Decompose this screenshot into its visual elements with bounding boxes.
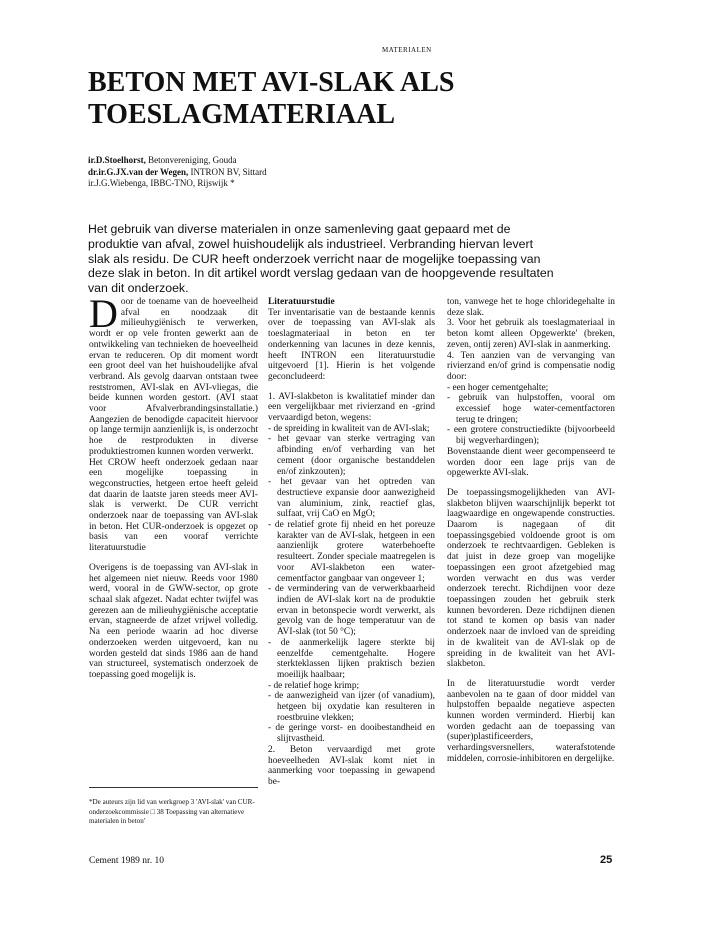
body-paragraph: In de literatuurstudie wordt verder aanbevolen na te gaan of door middel van hulpstoffen bepaalde negatieve aspecten kunnen worden verminderd. Hierbij kan worden gedacht aan de toepassing van (super)plastificeerders, verhardingsversnellers, waterafstotende middelen, corrosie-inhibitoren en dergelijke. [447, 678, 615, 764]
author-line [88, 178, 267, 190]
body-paragraph: Het CROW heeft onderzoek gedaan naar een mogelijke toepassing in wegconstructies, hetgeen ertoe heeft geleid dat daarin de laatste jaren steeds meer AVI-slak is verwerkt. De CUR verricht onderzoek naar de toepassing van AVI-slak in beton. Het CUR-onderzoek is opgezet op basis van een vooraf verrichte literatuurstudie [89, 457, 258, 554]
dash-item: - de vermindering van de verwerkbaarheid indien de AVI-slak kort na de produktie ervan in betonspecie wordt verwerkt, als gevolg van de hoge temperatuur van de AVI-slak (tot 50 °C); [268, 584, 435, 638]
numbered-point: 3. Voor het gebruik als toeslagmateriaal in beton komt alleen Opgewerkte' (breken, zeven, ontij zeren) AVI-slak in aanmerking. [447, 318, 615, 350]
numbered-point: 4. Ten aanzien van de vervanging van rivierzand en/of grind is compensatie nodig door: [447, 350, 615, 382]
intro-paragraph [89, 291, 258, 458]
dash-item: - de spreiding in kwaliteit van de AVI-slak; [268, 423, 430, 434]
dash-item: - een hoger cementgehalte; [447, 382, 549, 393]
dash-item: - de aanmerkelijk lagere sterkte bij eenzelfde cementgehalte. Hogere sterkteklassen lijken praktisch bezien moeilijk haalbaar; [268, 637, 435, 680]
dash-item: - de aanwezigheid van ijzer (of vanadium), hetgeen bij oxydatie kan resulteren in roestbruine vlekken; [268, 691, 435, 723]
author-name: dr.ir.G.JX.van der Wegen, [88, 166, 189, 177]
drop-cap: D [89, 291, 118, 336]
journal-issue: Cement 1989 nr. 10 [89, 856, 164, 866]
author-line [88, 155, 267, 167]
section-label: MATERIALEN [382, 46, 432, 54]
body-paragraph: Ter inventarisatie van de bestaande kennis over de toepassing van AVI-slak als toeslagmateriaal in beton en ter onderkenning van lacunes in deze kennis, heeft INTRON een literatuurstudie uitgevoerd [1]. Hierin is het volgende geconcludeerd: [268, 307, 435, 382]
column-2 [268, 297, 435, 788]
author-line [88, 167, 267, 179]
dash-item: - de relatief grote fij nheid en het poreuze karakter van de AVI-slak, hetgeen in een aanzienlijk grotere waterbehoefte resulteert. Zonder speciale maatregelen is voor AVI-slakbeton een water-cementfactor gangbaar van ongeveer 1; [268, 520, 435, 584]
page-number: 25 [600, 854, 613, 866]
intro-text: oor de toename van de hoeveelheid afval en noodzaak dit milieuhygiënisch te verwerken, wordt er op vele fronten gewerkt aan de ontwikkeling van technieken de hoeveelheid ervan te reduceren. Op dit moment wordt een groot deel van het huishoudelijke afval verbrand. Als gevolg daarvan ontstaan twee reststromen, AVI-slak en AVI-vliegas, die beide kunnen worden gestort. (AVI staat voor Afvalverbrandingsinstallatie.) Aangezien de benodigde capaciteit hiervoor op lange termijn aanzienlijk is, is onderzocht hoe de restprodukten in diverse produktiestromen kunnen worden verwerkt. [89, 297, 258, 457]
author-footnote: *De auteurs zijn lid van werkgroep 3 'AVI-slak' van CUR-onderzoekcommissie □ 38 Toepassing van alternatieve materialen in beton' [89, 798, 255, 826]
dash-item: - het gevaar van het optreden van destructieve expansie door aanwezigheid van aluminium, zink, reactief glas, sulfaat, vrij CaO en MgO; [268, 477, 435, 520]
author-affiliation: INTRON BV, Sittard [188, 166, 267, 177]
column-3 [447, 297, 615, 765]
dash-item: - de geringe vorst- en dooibestandheid en slijtvastheid. [268, 723, 435, 745]
body-paragraph: Bovenstaande dient weer gecompenseerd te worden door een lage prijs van de opgewerkte AVI-slak. [447, 446, 615, 479]
dash-item: - gebruik van hulpstoffen, vooral om excessief hoge water-cementfactoren terug te dringen; [447, 393, 615, 425]
author-name: ir.D.Stoelhorst, [88, 155, 146, 165]
numbered-point: 2. Beton vervaardigd met grote hoeveelheden AVI-slak komt niet in aanmerking voor toepassing in gewapend be- [268, 744, 435, 787]
body-paragraph: De toepassingsmogelijkheden van AVI-slakbeton blijven waarschijnlijk beperkt tot laagwaardige en ongewapende constructies. Daarom is nagegaan of dit toepassingsgebied voldoende groot is om onderzoek te rechtvaardigen. Gebleken is dat juist in deze groep van mogelijke toepassingen een groot afzetgebied mag worden verwacht en dus was verder onderzoek terecht. Richdijnen voor deze toepassingen zouden het gebruik sterk kunnen bevorderen. Deze richdijnen dienen tot stand te komen op basis van nader onderzoek naar de invloed van de spreiding in de kwaliteit van de AVI-slak op de spreiding in de kwaliteit van het AVI-slakbeton. [447, 487, 615, 670]
subheading-literatuurstudie: Literatuurstudie [268, 297, 335, 307]
numbered-point: 1. AVI-slakbeton is kwalitatief minder dan een vergelijkbaar met rivierzand en -grind vervaardigd beton, wegens: [268, 391, 435, 424]
author-affiliation: Betonvereniging, Gouda [145, 155, 237, 165]
article-title: BETON MET AVI-SLAK ALS TOESLAGMATERIAAL [88, 67, 455, 130]
dash-item: - een grotere constructiedikte (bijvoorbeeld bij wegverhardingen); [447, 425, 615, 447]
body-paragraph: ton, vanwege het te hoge chloridegehalte in deze slak. [447, 297, 615, 318]
column-1 [89, 291, 258, 681]
author-affiliation: ir.J.G.Wiebenga, IBBC-TNO, Rijswijk * [88, 178, 235, 188]
dash-item: - de relatief hoge krimp; [268, 680, 360, 691]
lead-paragraph: Het gebruik van diverse materialen in onze samenleving gaat gepaard met de produktie van afval, zowel huishoudelijk als industrieel. Verbranding hiervan levert slak als residu. De CUR heeft onderzoek verricht naar de mogelijke toepassing van deze slak in beton. In dit artikel wordt verslag gedaan van de hoopgevende resultaten van dit onderzoek. [88, 222, 554, 296]
footnote-divider [89, 787, 258, 788]
body-paragraph: Overigens is de toepassing van AVI-slak in het algemeen niet nieuw. Reeds voor 1980 werd, vooral in de GWW-sector, op grote schaal slak afgezet. Nadat echter twijfel was gerezen aan de milieuhygiënische acceptatie ervan, stagneerde de afzet vrijwel volledig. Na een periode waarin ad hoc diverse onderzoeken werden uitgevoerd, kan nu worden gesteld dat sinds 1986 aan de hand van structureel, systematisch onderzoek de toepassing goed mogelijk is. [89, 562, 258, 680]
author-list [88, 155, 267, 190]
dash-item: - het gevaar van sterke vertraging van afbinding en/of verharding van het cement (door organische bestanddelen en/of zinkzouten); [268, 434, 435, 477]
